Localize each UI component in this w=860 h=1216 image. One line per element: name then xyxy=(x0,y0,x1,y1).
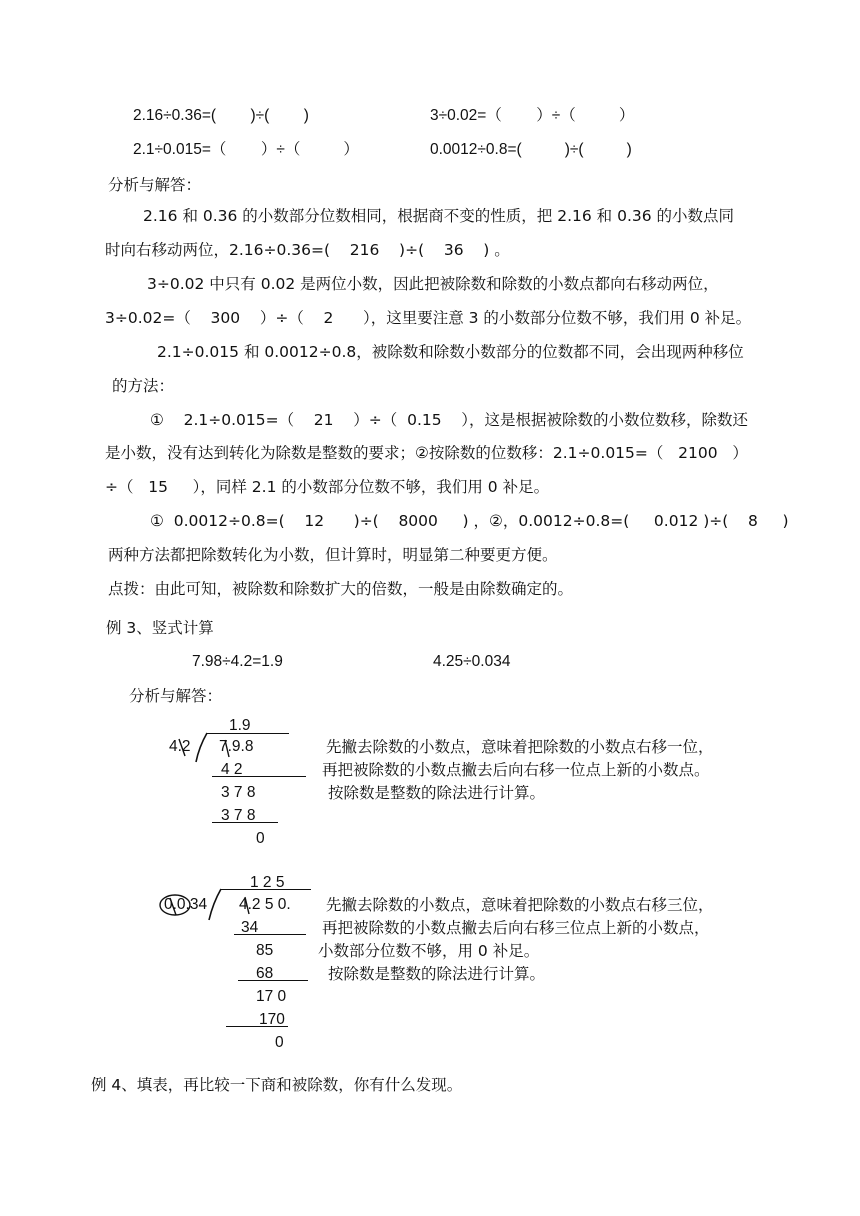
paragraph-2-line-1: 3÷0.02 中只有 0.02 是两位小数，因此把被除数和除数的小数点都向右移动两位， xyxy=(147,275,719,293)
ld1-note-line-2: 再把被除数的小数点撇去后向右移一位点上新的小数点。 xyxy=(322,761,710,779)
ld2-note-line-2: 再把被除数的小数点撇去后向右移三位点上新的小数点， xyxy=(322,919,710,937)
ld2-divisor: 0.0.34 xyxy=(164,896,208,913)
ld2-dividend-strike xyxy=(245,897,249,914)
paragraph-1-line-2: 时向右移动两位，2.16÷0.36=( 216 )÷( 36 ) 。 xyxy=(105,241,510,259)
example-3-title: 例 3、竖式计算 xyxy=(106,619,214,637)
example-3-analysis-heading: 分析与解答： xyxy=(129,687,223,705)
paragraph-3-line-2: 的方法： xyxy=(112,377,175,395)
ld1-dividend-strike xyxy=(225,740,229,757)
ld2-step-5: 170 xyxy=(259,1011,285,1028)
paragraph-4-line-1: ① 2.1÷0.015=（ 21 ）÷（ 0.15 ），这是根据被除数的小数位数移，除数还 xyxy=(150,411,749,429)
ld2-divisor-strike xyxy=(170,898,176,915)
ld1-note-line-3: 按除数是整数的除法进行计算。 xyxy=(328,784,546,802)
ld1-note-line-1: 先撇去除数的小数点，意味着把除数的小数点右移一位， xyxy=(326,738,714,756)
exercise-row2-right: 0.0012÷0.8=( )÷( ) xyxy=(430,141,632,158)
ld1-remainder: 0 xyxy=(256,830,265,847)
ld2-step-4: 17 0 xyxy=(256,988,287,1005)
ld1-divisor: 4.2 xyxy=(169,738,191,755)
paragraph-3-line-1: 2.1÷0.015 和 0.0012÷0.8，被除数和除数小数部分的位数都不同，会出现两种移位 xyxy=(157,343,744,361)
paragraph-4-line-2: 是小数，没有达到转化为除数是整数的要求；②按除数的位数移：2.1÷0.015=（ 2100 ） xyxy=(105,444,748,462)
ld2-step-2: 85 xyxy=(256,942,274,959)
example-3-problem-left: 7.98÷4.2=1.9 xyxy=(192,653,283,670)
exercise-row1-left: 2.16÷0.36=( )÷( ) xyxy=(133,107,309,124)
ld2-quotient: 1 2 5 xyxy=(250,874,285,891)
ld1-divisor-strike xyxy=(179,739,185,756)
ld1-step-3: 3 7 8 xyxy=(221,807,256,824)
ld1-quotient: 1.9 xyxy=(229,717,251,734)
ld2-note-line-4: 按除数是整数的除法进行计算。 xyxy=(328,965,546,983)
exercise-row1-right: 3÷0.02=（ ）÷（ ） xyxy=(430,107,635,124)
ld1-division-bracket xyxy=(196,733,207,762)
exercise-row2-left: 2.1÷0.015=（ ）÷（ ） xyxy=(133,141,359,158)
ld2-division-bracket xyxy=(209,889,221,920)
ld2-step-1: 34 xyxy=(241,919,259,936)
tip-text: 点拨：由此可知，被除数和除数扩大的倍数，一般是由除数确定的。 xyxy=(108,580,574,598)
ld2-dividend: 4.2 5 0. xyxy=(239,896,291,913)
paragraph-5-line-1: ① 0.0012÷0.8=( 12 )÷( 8000 ) ，②，0.0012÷0.8=( 0.012 )÷( 8 ) xyxy=(150,512,789,530)
paragraph-5-line-2: 两种方法都把除数转化为小数，但计算时，明显第二种要更方便。 xyxy=(108,546,558,564)
ld2-remainder: 0 xyxy=(275,1034,284,1051)
paragraph-1-line-1: 2.16 和 0.36 的小数部分位数相同，根据商不变的性质，把 2.16 和 0.36 的小数点同 xyxy=(143,207,735,225)
ld1-step-2: 3 7 8 xyxy=(221,784,256,801)
analysis-heading: 分析与解答： xyxy=(108,176,202,194)
example-3-problem-right: 4.25÷0.034 xyxy=(433,653,511,670)
ld2-step-3: 68 xyxy=(256,965,274,982)
paragraph-4-line-3: ÷（ 15 ），同样 2.1 的小数部分位数不够，我们用 0 补足。 xyxy=(105,478,550,496)
example-4-title: 例 4、填表，再比较一下商和被除数，你有什么发现。 xyxy=(91,1076,463,1094)
ld1-dividend: 7.9.8 xyxy=(219,738,254,755)
paragraph-2-line-2: 3÷0.02=（ 300 ）÷（ 2 ），这里要注意 3 的小数部分位数不够，我们用 0 补足。 xyxy=(105,309,752,327)
ld1-step-1: 4 2 xyxy=(221,761,243,778)
ld2-note-line-3: 小数部分位数不够，用 0 补足。 xyxy=(318,942,540,960)
ld2-note-line-1: 先撇去除数的小数点，意味着把除数的小数点右移三位， xyxy=(326,896,714,914)
